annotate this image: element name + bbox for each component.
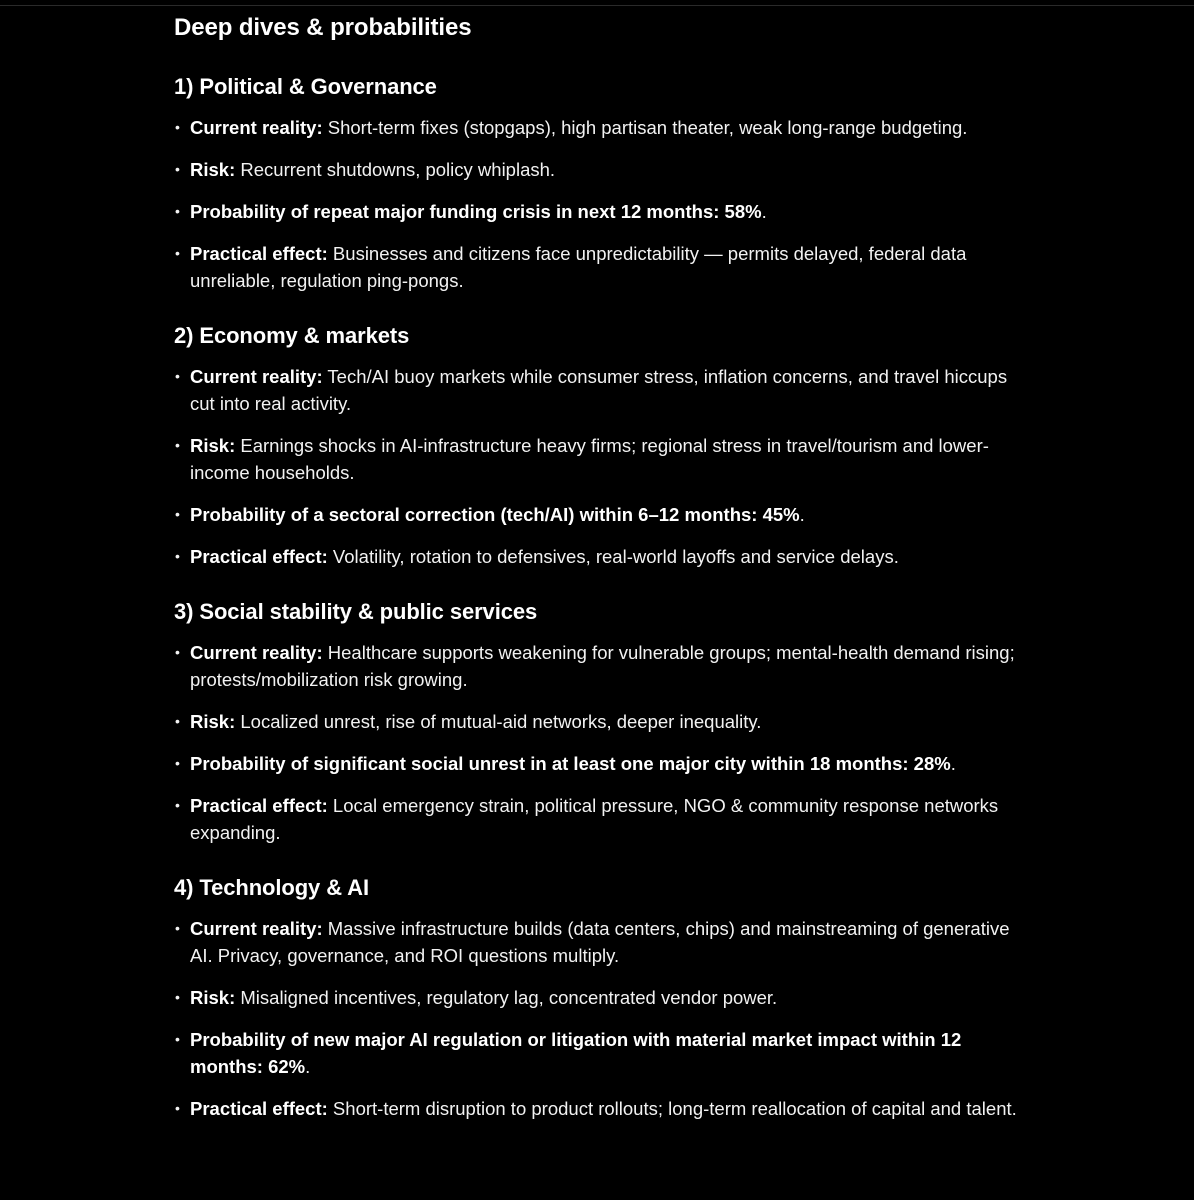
- list-item: [174, 240, 1034, 294]
- item-text: Volatility, rotation to defensives, real-world layoffs and service delays.: [327, 546, 899, 567]
- section-political-governance: [174, 72, 1034, 294]
- item-label: Current reality:: [190, 918, 323, 939]
- item-tail: .: [950, 753, 956, 774]
- section-economy-markets: [174, 321, 1034, 570]
- item-text: Misaligned incentives, regulatory lag, concentrated vendor power.: [235, 987, 778, 1008]
- list-item: [174, 792, 1034, 846]
- item-label: Risk:: [190, 987, 236, 1008]
- bullet-list: [174, 114, 1034, 294]
- page-title: Deep dives & probabilities: [174, 14, 472, 41]
- list-item: [174, 432, 1034, 486]
- item-text: Tech/AI buoy markets while consumer stress, inflation concerns, and travel hiccups cut into real activity.: [190, 366, 1008, 414]
- bullet-list: [174, 639, 1034, 846]
- probability-text: Probability of significant social unrest in at least one major city within 18 months: 28%: [190, 753, 951, 774]
- list-item: [174, 1095, 1034, 1122]
- top-divider: [0, 5, 1194, 6]
- bullet-list: [174, 363, 1034, 570]
- section-heading: 1) Political & Governance: [174, 74, 437, 99]
- item-label: Risk:: [190, 159, 236, 180]
- item-label: Practical effect:: [190, 243, 328, 264]
- list-item: [174, 639, 1034, 693]
- item-text: Short-term disruption to product rollouts; long-term reallocation of capital and talent.: [327, 1098, 1017, 1119]
- item-label: Current reality:: [190, 366, 323, 387]
- list-item: [174, 198, 1034, 225]
- item-label: Practical effect:: [190, 546, 328, 567]
- item-text: Recurrent shutdowns, policy whiplash.: [235, 159, 556, 180]
- list-item: [174, 1026, 1034, 1080]
- section-heading: 3) Social stability & public services: [174, 599, 538, 624]
- item-text: Earnings shocks in AI-infrastructure heavy firms; regional stress in travel/tourism and lower-income households.: [190, 435, 989, 483]
- section-heading: 2) Economy & markets: [174, 323, 410, 348]
- item-text: Massive infrastructure builds (data centers, chips) and mainstreaming of generative AI. Privacy, governance, and ROI questions multiply.: [190, 918, 1010, 966]
- list-item: [174, 543, 1034, 570]
- item-label: Practical effect:: [190, 1098, 328, 1119]
- list-item: [174, 363, 1034, 417]
- list-item: [174, 915, 1034, 969]
- item-tail: .: [761, 201, 767, 222]
- section-social-stability: [174, 597, 1034, 846]
- list-item: [174, 984, 1034, 1011]
- list-item: [174, 156, 1034, 183]
- item-text: Short-term fixes (stopgaps), high partisan theater, weak long-range budgeting.: [322, 117, 968, 138]
- item-label: Risk:: [190, 711, 236, 732]
- item-label: Practical effect:: [190, 795, 328, 816]
- document-body: [174, 12, 1034, 1122]
- item-tail: .: [799, 504, 805, 525]
- item-text: Local emergency strain, political pressure, NGO & community response networks expanding.: [190, 795, 999, 843]
- item-label: Current reality:: [190, 117, 323, 138]
- list-item: [174, 750, 1034, 777]
- item-text: Healthcare supports weakening for vulnerable groups; mental-health demand rising; protests/mobilization risk growing.: [190, 642, 1015, 690]
- item-text: Localized unrest, rise of mutual-aid networks, deeper inequality.: [235, 711, 762, 732]
- item-label: Current reality:: [190, 642, 323, 663]
- list-item: [174, 114, 1034, 141]
- item-label: Risk:: [190, 435, 236, 456]
- probability-text: Probability of repeat major funding crisis in next 12 months: 58%: [190, 201, 762, 222]
- item-text: Businesses and citizens face unpredictability — permits delayed, federal data unreliable, regulation ping-pongs.: [190, 243, 967, 291]
- section-heading: 4) Technology & AI: [174, 875, 369, 900]
- probability-text: Probability of new major AI regulation or litigation with material market impact within 12 months: 62%: [190, 1029, 962, 1077]
- item-tail: .: [305, 1056, 311, 1077]
- probability-text: Probability of a sectoral correction (tech/AI) within 6–12 months: 45%: [190, 504, 800, 525]
- list-item: [174, 708, 1034, 735]
- bullet-list: [174, 915, 1034, 1122]
- list-item: [174, 501, 1034, 528]
- section-technology-ai: [174, 873, 1034, 1122]
